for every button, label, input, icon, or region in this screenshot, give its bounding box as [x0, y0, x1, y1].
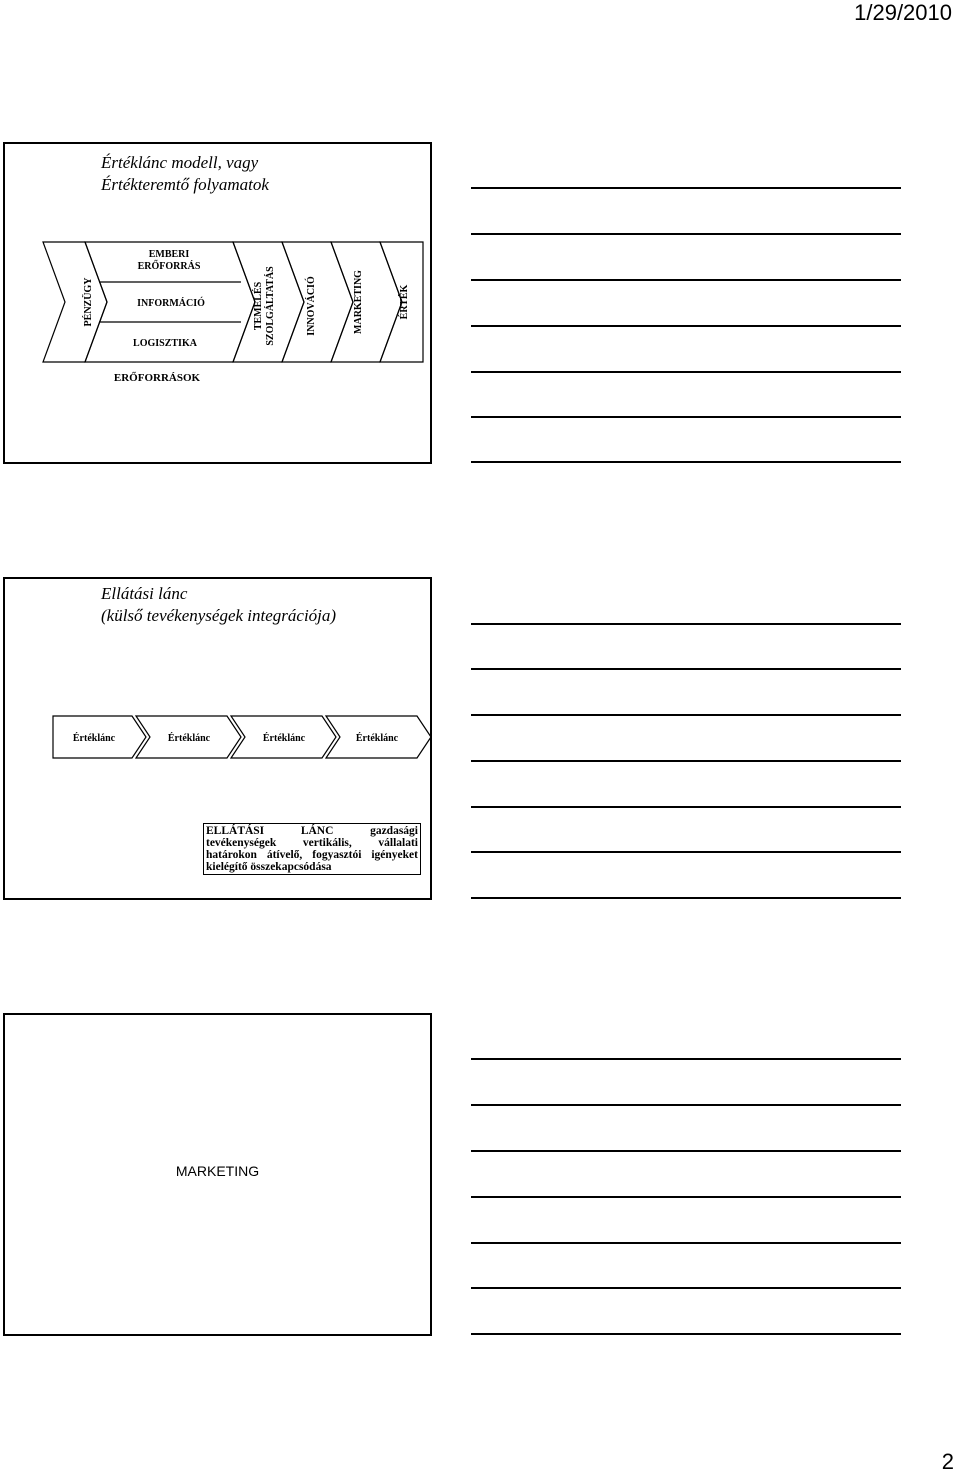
note-line — [471, 371, 901, 373]
marketing-label: MARKETING — [175, 1163, 260, 1179]
note-line — [471, 623, 901, 625]
note-line — [471, 325, 901, 327]
note-line — [471, 760, 901, 762]
note-line — [471, 1333, 901, 1335]
slide2-title-line1: Ellátási lánc — [101, 584, 188, 603]
slide-marketing — [3, 1013, 432, 1336]
value-chain-diagram — [5, 144, 430, 462]
label-logisztika: LOGISZTIKA — [133, 338, 197, 349]
label-innovacio: INNOVÁCIÓ — [306, 276, 317, 336]
label-emberi-2: ERŐFORRÁS — [137, 261, 201, 272]
note-line — [471, 233, 901, 235]
label-emberi-1: EMBERI — [148, 249, 190, 260]
note-line — [471, 851, 901, 853]
note-line — [471, 1150, 901, 1152]
label-penzugy: PÉNZÜGY — [83, 277, 94, 327]
slide1-title-line2: Értékteremtő folyamatok — [101, 175, 269, 194]
slide2-title-line2: (külső tevékenységek integrációja) — [101, 606, 337, 625]
note-line — [471, 714, 901, 716]
chevron-marketing — [331, 242, 402, 362]
chain-item-2: Értéklánc — [167, 733, 211, 744]
print-date: 1/29/2010 — [854, 0, 952, 25]
label-informacio: INFORMÁCIÓ — [137, 298, 205, 309]
caption-eroforrasok: ERŐFORRÁSOK — [113, 372, 201, 384]
chevron-penzugy — [43, 242, 107, 362]
slide-value-chain — [3, 142, 432, 464]
chain-item-4: Értéklánc — [355, 733, 399, 744]
label-termeles-1: TEMELÉS — [253, 281, 264, 331]
label-marketing: MARKETING — [353, 270, 364, 334]
note-line — [471, 806, 901, 808]
note-line — [471, 461, 901, 463]
page-number: 2 — [941, 1449, 954, 1474]
supply-chain-definition: ELLÁTÁSI LÁNC gazdasági tevékenységek vertikális, vállalati határokon átívelő, fogyasztói igényeket kielégítő összekapcsódása — [203, 823, 421, 875]
note-line — [471, 897, 901, 899]
note-line — [471, 1104, 901, 1106]
note-line — [471, 668, 901, 670]
note-line — [471, 187, 901, 189]
label-termeles-2: SZOLGÁLTATÁS — [265, 266, 276, 346]
note-line — [471, 1196, 901, 1198]
note-line — [471, 1058, 901, 1060]
label-ertek: ÉRTÉK — [399, 284, 410, 320]
slide-supply-chain — [3, 577, 432, 900]
chevron-innovacio — [282, 242, 353, 362]
note-line — [471, 1242, 901, 1244]
note-line — [471, 416, 901, 418]
chain-item-3: Értéklánc — [262, 733, 306, 744]
note-line — [471, 279, 901, 281]
slide1-title-line1: Értéklánc modell, vagy — [101, 153, 259, 172]
chain-item-1: Értéklánc — [72, 733, 116, 744]
note-line — [471, 1287, 901, 1289]
